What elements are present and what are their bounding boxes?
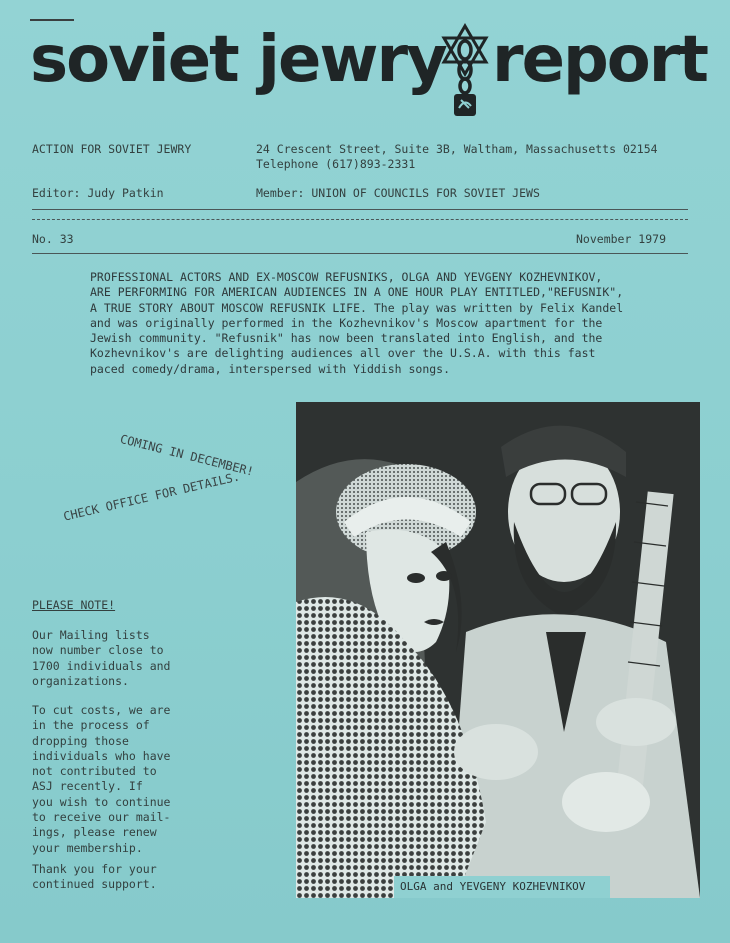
coming-in-december-stamp: COMING IN DECEMBER! bbox=[118, 432, 256, 479]
editor-line: Editor: Judy Patkin bbox=[32, 186, 164, 200]
intro-line: PROFESSIONAL ACTORS AND EX-MOSCOW REFUSNIKS, OLGA AND YEVGENY KOZHEVNIKOV, bbox=[90, 270, 603, 284]
note-paragraph-1 bbox=[32, 628, 192, 689]
masthead bbox=[30, 18, 707, 128]
note-line: you wish to continue bbox=[32, 794, 171, 809]
intro-line: ARE PERFORMING FOR AMERICAN AUDIENCES IN A ONE HOUR PLAY ENTITLED,"REFUSNIK", bbox=[90, 285, 624, 300]
note-line: continued support. bbox=[32, 877, 157, 892]
note-line: in the process of bbox=[32, 718, 150, 733]
intro-line: and was originally performed in the Kozhevnikov's Moscow apartment for the bbox=[90, 315, 603, 330]
issue-number: No. 33 bbox=[32, 232, 74, 246]
issue-date: November 1979 bbox=[576, 232, 667, 246]
org-telephone: Telephone (617)893-2331 bbox=[256, 157, 416, 171]
star-of-david-chain-emblem bbox=[436, 20, 494, 120]
org-name: ACTION FOR SOVIET JEWRY bbox=[32, 142, 192, 156]
note-line: Our Mailing lists bbox=[32, 628, 150, 642]
note-line: ings, please renew bbox=[32, 825, 157, 840]
divider-rule-dashed bbox=[32, 219, 688, 220]
check-office-stamp: CHECK OFFICE FOR DETAILS. bbox=[62, 469, 242, 524]
note-paragraph-2 bbox=[32, 703, 192, 856]
member-line: Member: UNION OF COUNCILS FOR SOVIET JEWS bbox=[256, 186, 540, 200]
intro-line: Jewish community. "Refusnik" has now been translated into English, and the bbox=[90, 331, 603, 346]
note-line: individuals who have bbox=[32, 748, 171, 763]
intro-line: paced comedy/drama, interspersed with Yiddish songs. bbox=[90, 361, 451, 376]
note-line: to receive our mail- bbox=[32, 810, 171, 825]
note-paragraph-3 bbox=[32, 862, 192, 893]
divider-rule bbox=[32, 209, 688, 210]
masthead-title-left: soviet jewry bbox=[30, 23, 446, 97]
intro-line: A TRUE STORY ABOUT MOSCOW REFUSNIK LIFE. The play was written by Felix Kandel bbox=[90, 300, 624, 315]
intro-line: Kozhevnikov's are delighting audiences all over the U.S.A. with this fast bbox=[90, 346, 596, 361]
note-line: Thank you for your bbox=[32, 862, 157, 876]
please-note-heading: PLEASE NOTE! bbox=[32, 598, 116, 612]
note-line: your membership. bbox=[32, 840, 143, 855]
note-line: not contributed to bbox=[32, 764, 157, 779]
intro-paragraph bbox=[90, 270, 680, 377]
note-line: dropping those bbox=[32, 733, 129, 748]
org-address: 24 Crescent Street, Suite 3B, Waltham, Massachusetts 02154 bbox=[256, 142, 658, 156]
divider-rule-bottom bbox=[32, 253, 688, 254]
masthead-title-right: report bbox=[492, 23, 707, 97]
note-line: 1700 individuals and bbox=[32, 658, 171, 673]
photo-halftone-image bbox=[296, 402, 700, 898]
note-line: ASJ recently. If bbox=[32, 779, 143, 794]
photo-caption: OLGA and YEVGENY KOZHEVNIKOV bbox=[400, 880, 586, 893]
note-line: organizations. bbox=[32, 673, 129, 688]
note-line: To cut costs, we are bbox=[32, 703, 171, 717]
performers-photo bbox=[296, 402, 700, 898]
note-line: now number close to bbox=[32, 643, 164, 658]
